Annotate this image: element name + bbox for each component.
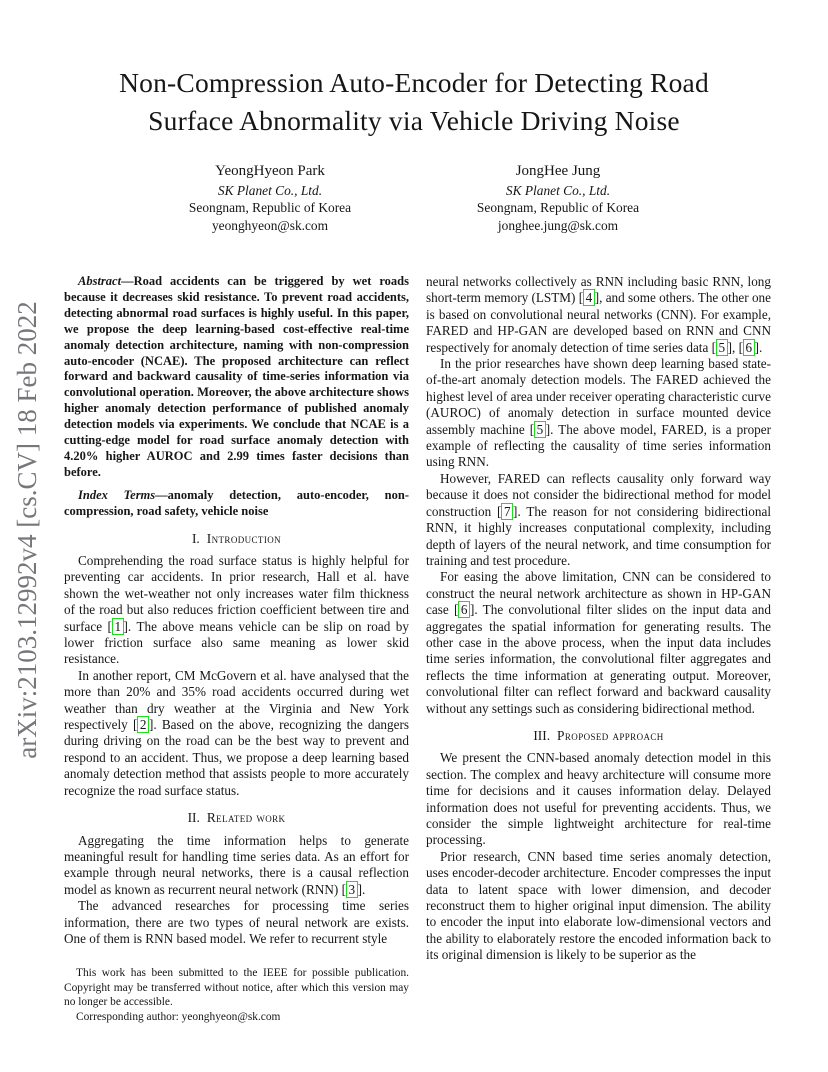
citation-link-6[interactable]: 6 [458, 601, 470, 618]
citation-link-7[interactable]: 7 [501, 503, 513, 520]
author-affiliation: SK Planet Co., Ltd. [505, 182, 611, 198]
section-title: Related work [206, 810, 286, 826]
paragraph: Aggregating the time information helps to generate meaningful result for handling time series data. As an effort for example through neural networks, there is a causal reflection model as known as recurrent neural network (RNN) [ 3 ]. [64, 832, 409, 897]
author-location: Seongnam, Republic of Korea [476, 200, 640, 215]
body-columns [64, 274, 772, 1024]
author-location: Seongnam, Republic of Korea [188, 200, 352, 215]
section-number: I. [191, 530, 200, 546]
author-name: YeongHyeon Park [215, 163, 325, 179]
paragraph: In the prior researches have shown deep learning based state-of-the-art anomaly detection models. The FARED achieved the highest level of area under receiver operating characteristic curve (AUROC) of anomaly detection in surface mounted device assembly machine [ 5 ]. The above model, FARED, is a proper example of reflecting the causality of time series information using RNN. [426, 356, 772, 470]
footnote-paragraph: Corresponding author: yeonghyeon@sk.com [76, 1010, 281, 1023]
paragraph: Prior research, CNN based time series anomaly detection, uses encoder-decoder architecture. Encoder compresses the input data to latent space with lower dimension, and decoder reconstruct them to higher original input dimension. The ability to encoder the input into elaborate low-dimensional vectors and the ability to elaborately restore the encoded information back to its original dimension is likely to be superior as the [426, 848, 771, 963]
citation-link-6[interactable]: 6 [743, 339, 755, 356]
arxiv-watermark: arXiv:2103.12992v4 [cs.CV] 18 Feb 2022 [12, 301, 42, 759]
right-column [426, 274, 771, 1024]
paragraph: The advanced researches for processing time series information, there are two types of neural network are exists. One of them is RNN based model. We refer to recurrent style [64, 898, 409, 946]
section-heading [64, 810, 409, 826]
left-column [64, 274, 409, 1024]
abstract: Abstract—Road accidents can be triggered by wet roads because it decreases skid resistance. To prevent road accidents, detecting abnormal road surfaces is highly useful. In this paper, we propose the deep learning-based cost-effective real-time anomaly detection architecture, naming with non-compression auto-encoder (NCAE). The proposed architecture can reflect forward and backward causality of time-series information via convolutional operation. Moreover, the above architecture shows higher anomaly detection performance of published anomaly detection models via experiments. We conclude that NCAE is a cutting-edge model for road surface anomaly detection with 4.20% higher AUROC and 2.99 times faster decisions than before. [64, 274, 409, 479]
section-number: II. [187, 810, 200, 826]
section-number: III. [533, 727, 551, 743]
paragraph: However, FARED can reflects causality only forward way because it does not consider the bidirectional method for model construction [ 7 ]. The reason for not considering bidirectional RNN, it highly increases conputational complexity, including depth of layers of the neural network, and time consumption for training and test procedure. [426, 470, 771, 568]
paragraph: In another report, CM McGovern et al. have analysed that the more than 20% and 35% road accidents occurred during wet weather than dry weather at the Virginia and New York respectively [ 2 ]. Based on the above, recognizing the dangers during driving on the road can be the best way to prevent and respond to an accident. Thus, we propose a deep learning based anomaly detection method that assists people to more accurately recognize the road surface status. [64, 667, 409, 798]
paragraph: Comprehending the road surface status is highly helpful for preventing car accidents. In prior research, Hall et al. have shown the wet-weather not only increases water film thickness of the road but also reduces friction coefficient between tire and surface [ 1 ]. The above means vehicle can be slip on road by lower friction surface also same meaning as lower skid resistance. [64, 553, 409, 667]
footnote [64, 966, 409, 1024]
abstract-lead: Abstract [78, 274, 122, 288]
paragraph: We present the CNN-based anomaly detection model in this section. The complex and heavy architecture will consume more time for decisions and it causes information delay. Delayed information does not useful for preventing accidents. Thus, we consider the simple lightweight architecture for real-time processing. [426, 750, 771, 848]
section-title: Introduction [206, 530, 282, 546]
author-affiliation: SK Planet Co., Ltd. [217, 182, 323, 198]
paper-title [0, 0, 828, 140]
footnote-paragraph: This work has been submitted to the IEEE for possible publication. Copyright may be transferred without notice, after which this version may no longer be accessible. [64, 967, 409, 1009]
section-heading [426, 728, 771, 744]
author-block-2 [414, 163, 702, 234]
paragraph: For easing the above limitation, CNN can be considered to construct the neural network architecture as shown in HP-GAN case [ 6 ]. The convolutional filter slides on the input data and aggregates the spatial information for generating results. The other case in the above process, when the input data includes time series information, the convolutional filter aggregates and reflects the time information at generating output. Moreover, convolutional filter can reflect forward and backward causality without any settings such as considering bidirectional method. [426, 569, 771, 716]
citation-link-1[interactable]: 1 [112, 618, 124, 635]
author-name: JongHee Jung [515, 163, 601, 179]
paper-title-line2: Surface Abnormality via Vehicle Driving Noise [148, 105, 680, 136]
author-email: yeonghyeon@sk.com [211, 217, 329, 233]
section-title: Proposed approach [557, 727, 664, 743]
author-email: jonghee.jung@sk.com [497, 217, 619, 233]
authors-row [0, 163, 828, 234]
paper-title-line1: Non-Compression Auto-Encoder for Detecting Road [119, 67, 709, 98]
author-block-1 [126, 163, 414, 234]
citation-link-5[interactable]: 5 [534, 421, 546, 438]
citation-link-3[interactable]: 3 [346, 881, 358, 898]
citation-link-4[interactable]: 4 [583, 289, 595, 306]
index-terms-lead: Index Terms [78, 487, 156, 502]
citation-link-2[interactable]: 2 [137, 716, 149, 733]
index-terms: Index Terms—anomaly detection, auto-encoder, non-compression, road safety, vehicle noise [64, 487, 409, 518]
section-heading [64, 531, 409, 547]
citation-link-5[interactable]: 5 [716, 339, 728, 356]
paragraph: neural networks collectively as RNN including basic RNN, long short-term memory (LSTM) [ 4 ], and some others. The other one is based on convolutional neural networks (CNN). For example, FARED and HP-GAN are developed based on RNN and CNN respectively for anomaly detection of time series data [ 5 ], [ 6 ]. [426, 274, 771, 355]
